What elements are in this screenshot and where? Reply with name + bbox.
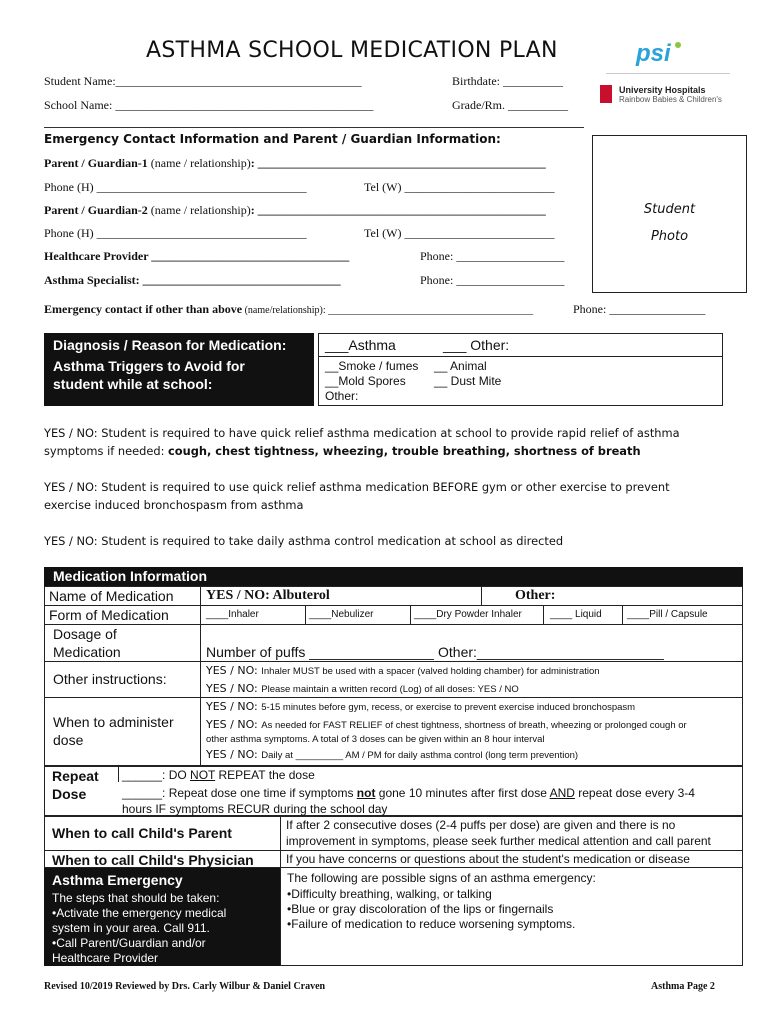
medication-info-header: Medication Information — [44, 567, 743, 586]
page-title: ASTHMA SCHOOL MEDICATION PLAN — [146, 38, 558, 63]
animal-trigger-option[interactable]: __ Animal — [434, 359, 487, 373]
number-of-puffs-field[interactable]: Number of puffs ________________ — [206, 644, 434, 660]
dry-powder-inhaler-option[interactable]: ____Dry Powder Inhaler — [414, 609, 522, 620]
birthdate-field[interactable]: Birthdate: __________ — [452, 74, 563, 88]
grade-field[interactable]: Grade/Rm. __________ — [452, 98, 568, 112]
fast-relief-option-cont: other asthma symptoms. A total of 3 doses can be given within an 8 hour interval — [206, 734, 545, 745]
specialist-phone-field[interactable]: Phone: __________________ — [420, 273, 565, 287]
spacer-instruction[interactable]: YES / NO: Inhaler MUST be used with a spacer (valved holding chamber) for administration — [206, 664, 600, 677]
healthcare-phone-field[interactable]: Phone: __________________ — [420, 249, 565, 263]
inhaler-option[interactable]: ____Inhaler — [206, 609, 259, 620]
pill-capsule-option[interactable]: ____Pill / Capsule — [627, 609, 708, 620]
nebulizer-option[interactable]: ____Nebulizer — [309, 609, 374, 620]
smoke-trigger-option[interactable]: __Smoke / fumes — [325, 359, 419, 373]
repeat-once-option[interactable]: ______: Repeat dose one time if symptoms not gone 10 minutes after first dose AND repeat dose every 3-4 — [122, 786, 695, 800]
log-instruction[interactable]: YES / NO: Please maintain a written record (Log) of all doses: YES / NO — [206, 682, 519, 695]
dose-label: Dose — [52, 786, 87, 802]
healthcare-provider-field[interactable]: Healthcare Provider _________________________________ — [44, 249, 350, 263]
asthma-emergency-steps: Asthma Emergency The steps that should be taken: •Activate the emergency medical system in your area. Call 911. •Call Parent/Guardian and/or Healthcare Provider — [44, 868, 280, 966]
asthma-emergency-signs: The following are possible signs of an asthma emergency: •Difficulty breathing, walking, or talking •Blue or gray discoloration of the lips or fingernails •Failure of medication to reduce worsening symptoms. — [280, 868, 743, 966]
phone-home-1-field[interactable]: Phone (H) ___________________________________ — [44, 180, 307, 194]
student-name-field[interactable]: Student Name:_________________________________________ — [44, 74, 362, 88]
dust-trigger-option[interactable]: __ Dust Mite — [434, 374, 502, 388]
other-trigger-field[interactable]: Other: — [325, 389, 359, 403]
school-name-field[interactable]: School Name: ___________________________________________ — [44, 98, 374, 112]
dosage-other-field[interactable]: Other:________________________ — [438, 644, 664, 660]
tel-work-2-field[interactable]: Tel (W) _________________________ — [364, 226, 555, 240]
call-physician-label: When to call Child's Physician — [52, 852, 254, 868]
form-of-medication-label: Form of Medication — [49, 607, 169, 623]
university-hospitals-logo: University Hospitals Rainbow Babies & Children's — [600, 85, 722, 104]
daily-control-statement[interactable]: YES / NO: Student is required to take daily asthma control medication at school as directed — [44, 534, 564, 548]
call-parent-text: If after 2 consecutive doses (2-4 puffs per dose) are given and there is no — [286, 818, 676, 832]
daily-dose-option[interactable]: YES / NO: Daily at _________ AM / PM for daily asthma control (long term prevention) — [206, 748, 579, 761]
call-parent-text-cont: improvement in symptoms, please seek further medical attention and call parent — [286, 834, 711, 848]
emergency-contact-field[interactable]: Emergency contact if other than above (name/relationship): _________________________________________ — [44, 302, 534, 316]
fast-relief-option[interactable]: YES / NO: As needed for FAST RELIEF of chest tightness, shortness of breath, wheezing or prolonged cough or — [206, 718, 687, 731]
diagnosis-options-box — [318, 333, 723, 406]
quick-relief-symptoms: symptoms if needed: cough, chest tightness, wheezing, trouble breathing, shortness of breath — [44, 444, 641, 458]
albuterol-yes-no[interactable]: YES / NO: Albuterol — [206, 588, 330, 603]
page-number: Asthma Page 2 — [651, 981, 715, 992]
phone-home-2-field[interactable]: Phone (H) ___________________________________ — [44, 226, 307, 240]
other-instructions-label: Other instructions: — [53, 671, 167, 687]
asthma-specialist-field[interactable]: Asthma Specialist: _________________________________ — [44, 273, 341, 287]
asthma-option[interactable]: ___Asthma — [325, 337, 396, 353]
other-diagnosis-option[interactable]: ___ Other: — [443, 337, 510, 353]
tel-work-1-field[interactable]: Tel (W) _________________________ — [364, 180, 555, 194]
quick-relief-statement[interactable]: YES / NO: Student is required to have quick relief asthma medication at school to provide rapid relief of asthma — [44, 426, 680, 440]
before-exercise-option[interactable]: YES / NO: 5-15 minutes before gym, recess, or exercise to prevent exercise induced bronchospasm — [206, 700, 636, 713]
liquid-option[interactable]: ____ Liquid — [550, 609, 602, 620]
name-of-medication-label: Name of Medication — [49, 588, 174, 604]
pre-exercise-statement-cont: exercise induced bronchospasm from asthma — [44, 498, 304, 512]
diagnosis-label-block: Diagnosis / Reason for Medication: Asthma Triggers to Avoid for student while at school: — [44, 333, 314, 406]
when-to-administer-label-cont: dose — [53, 732, 84, 748]
repeat-once-option-cont: hours IF symptoms RECUR during the school day — [122, 802, 388, 816]
parent-guardian-2-field[interactable]: Parent / Guardian-2 (name / relationship): ________________________________________________ — [44, 203, 546, 217]
emergency-phone-field[interactable]: Phone: ________________ — [573, 302, 706, 316]
contact-section-title: Emergency Contact Information and Parent / Guardian Information: — [44, 132, 501, 146]
psi-logo: psi — [636, 40, 681, 68]
other-medication-field[interactable]: Other: — [515, 588, 556, 603]
parent-guardian-1-field[interactable]: Parent / Guardian-1 (name / relationship): ________________________________________________ — [44, 156, 546, 170]
dosage-label: Dosage of — [53, 626, 117, 642]
do-not-repeat-option[interactable]: ______: DO NOT REPEAT the dose — [122, 768, 315, 782]
mold-trigger-option[interactable]: __Mold Spores — [325, 374, 406, 388]
repeat-label: Repeat — [52, 768, 99, 784]
call-parent-label: When to call Child's Parent — [52, 825, 232, 841]
when-to-administer-label: When to administer — [53, 714, 174, 730]
call-physician-text: If you have concerns or questions about the student's medication or disease — [286, 852, 690, 866]
pre-exercise-statement[interactable]: YES / NO: Student is required to use quick relief asthma medication BEFORE gym or other exercise to prevent — [44, 480, 670, 494]
dosage-label-cont: Medication — [53, 644, 121, 660]
revised-note: Revised 10/2019 Reviewed by Drs. Carly Wilbur & Daniel Craven — [44, 981, 326, 992]
student-photo-box[interactable]: Student Photo — [592, 135, 747, 293]
